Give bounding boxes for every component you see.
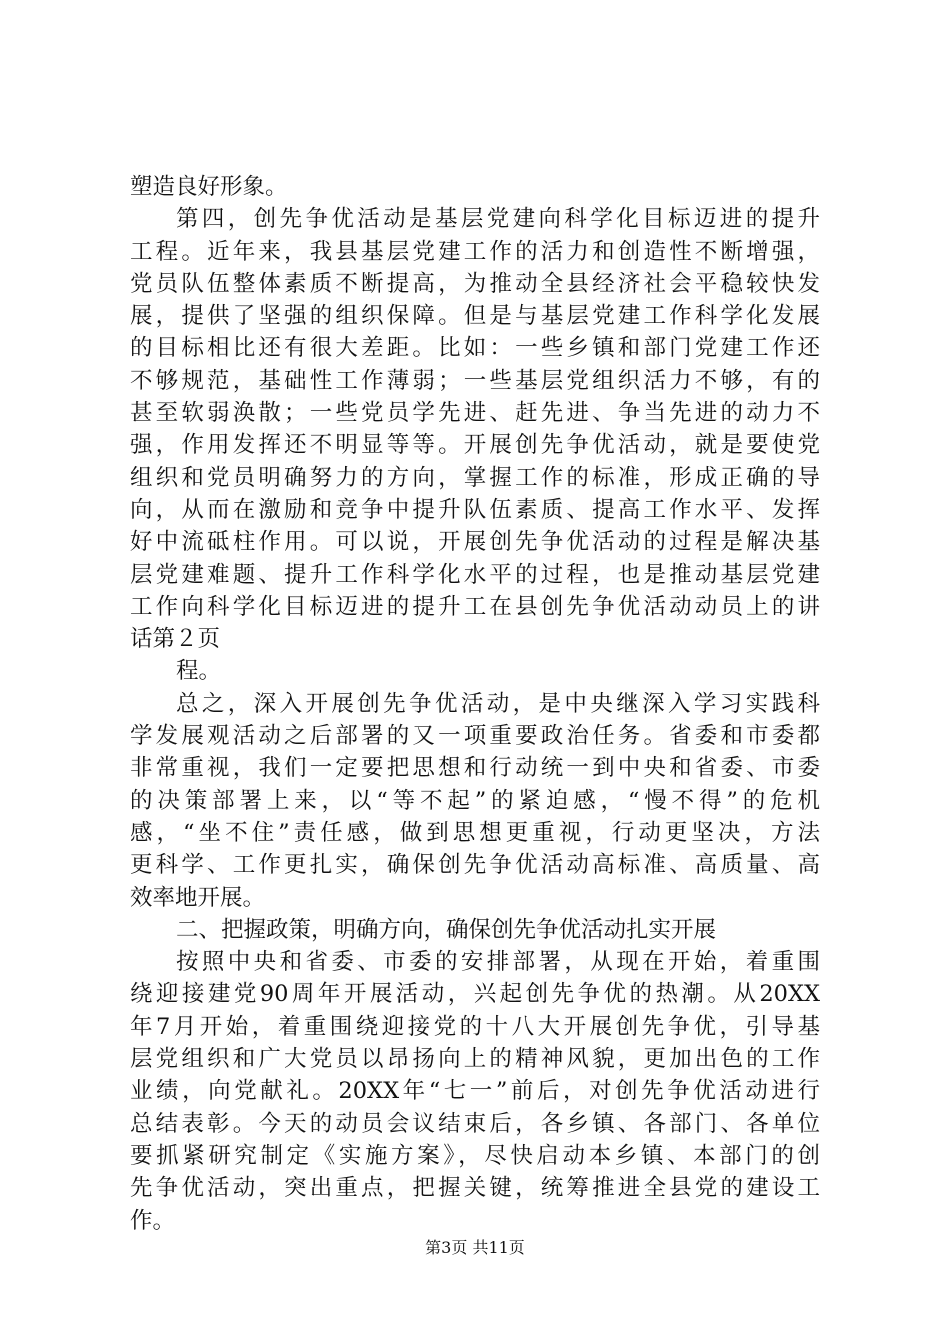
text-line: 话第２页 <box>130 626 221 653</box>
text-line: 业绩，向党献礼。20XX年“七一”前后，对创先争优活动进行 <box>130 1078 820 1105</box>
text-line: 层党组织和广大党员以昂扬向上的精神风貌，更加出色的工作 <box>130 1046 820 1073</box>
text-line: 要抓紧研究制定《实施方案》，尽快启动本乡镇、本部门的创 <box>130 1142 820 1169</box>
text-line: 绕迎接建党90周年开展活动，兴起创先争优的热潮。从20XX <box>130 981 820 1008</box>
text-line: 不够规范，基础性工作薄弱；一些基层党组织活力不够，有的 <box>130 367 820 394</box>
paragraph-start-line: 第四，创先争优活动是基层党建向科学化目标迈进的提升 <box>176 206 820 233</box>
text-line: 非常重视，我们一定要把思想和行动统一到中央和省委、市委 <box>130 755 820 782</box>
paragraph-start-line: 按照中央和省委、市委的安排部署，从现在开始，着重围 <box>176 949 820 976</box>
text-line: 组织和党员明确努力的方向，掌握工作的标准，形成正确的导 <box>130 464 820 491</box>
text-line: 甚至软弱涣散；一些党员学先进、赶先进、争当先进的动力不 <box>130 400 820 427</box>
document-body <box>130 171 820 1237</box>
text-line: 感，“坐不住”责任感，做到思想更重视，行动更坚决，方法 <box>130 819 820 846</box>
text-line: 塑造良好形象。 <box>130 174 288 200</box>
text-line: 年7月开始，着重围绕迎接党的十八大开展创先争优，引导基 <box>130 1013 820 1040</box>
text-line: 程。 <box>176 658 222 685</box>
text-line: 先争优活动，突出重点，把握关键，统筹推进全县党的建设工 <box>130 1175 820 1202</box>
text-line: 工作向科学化目标迈进的提升工在县创先争优活动动员上的讲 <box>130 593 820 620</box>
text-line: 总结表彰。今天的动员会议结束后，各乡镇、各部门、各单位 <box>130 1110 820 1137</box>
text-line: 的目标相比还有很大差距。比如：一些乡镇和部门党建工作还 <box>130 335 820 362</box>
paragraph-start-line: 总之，深入开展创先争优活动，是中央继深入学习实践科 <box>176 690 820 717</box>
text-line: 展，提供了坚强的组织保障。但是与基层党建工作科学化发展 <box>130 303 820 330</box>
page-footer: 第3页 共11页 <box>425 1238 525 1257</box>
text-line: 强，作用发挥还不明显等等。开展创先争优活动，就是要使党 <box>130 432 820 459</box>
text-line: 作。 <box>130 1207 176 1234</box>
section-heading: 二、把握政策，明确方向，确保创先争优活动扎实开展 <box>176 916 717 943</box>
text-line: 学发展观活动之后部署的又一项重要政治任务。省委和市委都 <box>130 723 820 750</box>
text-line: 党员队伍整体素质不断提高，为推动全县经济社会平稳较快发 <box>130 270 820 297</box>
text-line: 工程。近年来，我县基层党建工作的活力和创造性不断增强， <box>130 238 820 265</box>
text-line: 效率地开展。 <box>130 884 266 911</box>
text-line: 的决策部署上来，以“等不起”的紧迫感，“慢不得”的危机 <box>130 787 820 814</box>
text-line: 向，从而在激励和竞争中提升队伍素质、提高工作水平、发挥 <box>130 496 820 523</box>
text-line: 层党建难题、提升工作科学化水平的过程，也是推动基层党建 <box>130 561 820 588</box>
text-line: 好中流砥柱作用。可以说，开展创先争优活动的过程是解决基 <box>130 529 820 556</box>
text-line: 更科学、工作更扎实，确保创先争优活动高标准、高质量、高 <box>130 852 820 879</box>
